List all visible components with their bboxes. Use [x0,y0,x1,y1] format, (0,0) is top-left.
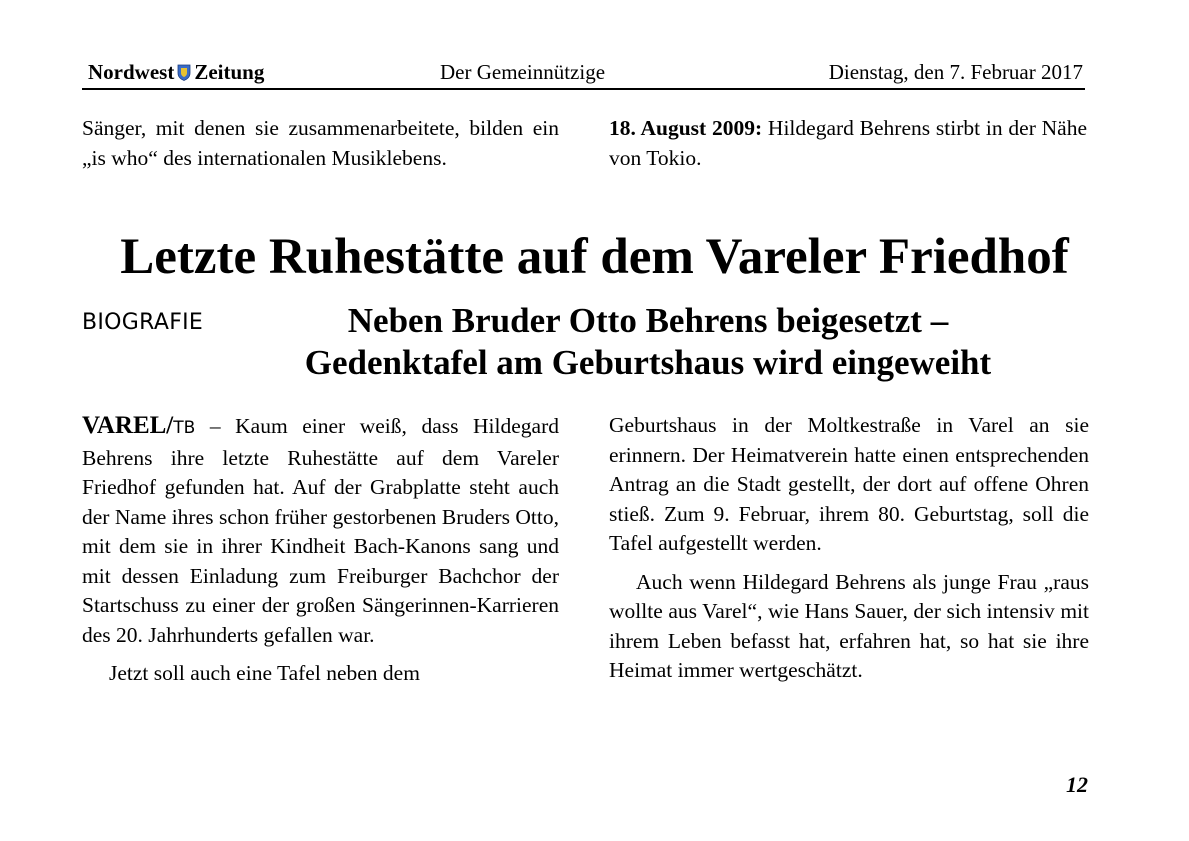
section-name: Der Gemeinnützige [440,60,606,84]
timeline-text: Hildegard Behrens stirbt in der Nähe von Tokio. [609,116,1087,170]
paragraph-2-text: Jetzt soll auch eine Tafel neben dem [109,661,420,685]
article-paragraph-1 [82,411,559,650]
subheadline-line-2: Gedenktafel am Geburtshaus wird eingeweiht [304,343,992,382]
timeline-date: 18. August 2009: [609,116,763,140]
article-headline: Letzte Ruhestätte auf dem Vareler Friedhof [120,229,1069,285]
article-subheadline [248,300,1048,384]
newspaper-logo [88,58,264,86]
paragraph-2-continued-text: Geburtshaus in der Moltkestraße in Varel an sie erinnern. Der Heimatverein hatte einen entsprechenden Antrag an die Stadt gestellt, der dort auf offene Ohren stieß. Zum 9. Februar, ihrem 80. Geburtstag, soll die Tafel aufgestellt werden. [609,413,1089,555]
article-paragraph-2 [82,659,559,689]
page-number: 12 [1066,772,1088,797]
dateline-agency: TB [173,418,196,438]
paragraph-1-text: – Kaum einer weiß, dass Hildegard Behrens ihre letzte Ruhestätte auf dem Vareler Friedhof gefunden hat. Auf der Grabplatte steht auch der Name ihres schon früher gestorbenen Bruders Otto, mit dem sie in ihrer Kindheit Bach-Kanons sang und mit dessen Einladung zum Freiburger Bachchor der Startschuss zu einer der großen Sängerinnen-Karrieren des 20. Jahrhunderts gefallen war. [82,414,559,647]
brand-name-right: Zeitung [194,60,265,84]
brand-name-left: Nordwest [88,60,175,84]
issue-date: Dienstag, den 7. Februar 2017 [828,60,1083,84]
masthead [82,58,1085,90]
continuation-paragraph: Sänger, mit denen sie zusammenarbeitete, bilden ein „is who“ des internationalen Musiklebens. [82,116,559,170]
article-body-left-column [82,411,559,689]
subheadline-line-1: Neben Bruder Otto Behrens beigesetzt – [347,301,949,340]
article-body-right-column [609,411,1089,686]
article-paragraph-3: Auch wenn Hildegard Behrens als junge Frau „raus wollte aus Varel“, wie Hans Sauer, der sich intensiv mit ihrem Leben befasst hat, erfahren hat, so hat sie ihre Heimat immer wertgeschätzt. [609,569,1089,682]
coat-of-arms-icon [177,64,191,81]
article-kicker: BIOGRAFIE [82,310,204,335]
dateline-place: VAREL/ [82,412,174,439]
timeline-entry [609,114,1087,173]
previous-article-continuation [82,114,559,173]
article-paragraph-2-continued [609,411,1089,559]
timeline-paragraph [609,114,1087,173]
